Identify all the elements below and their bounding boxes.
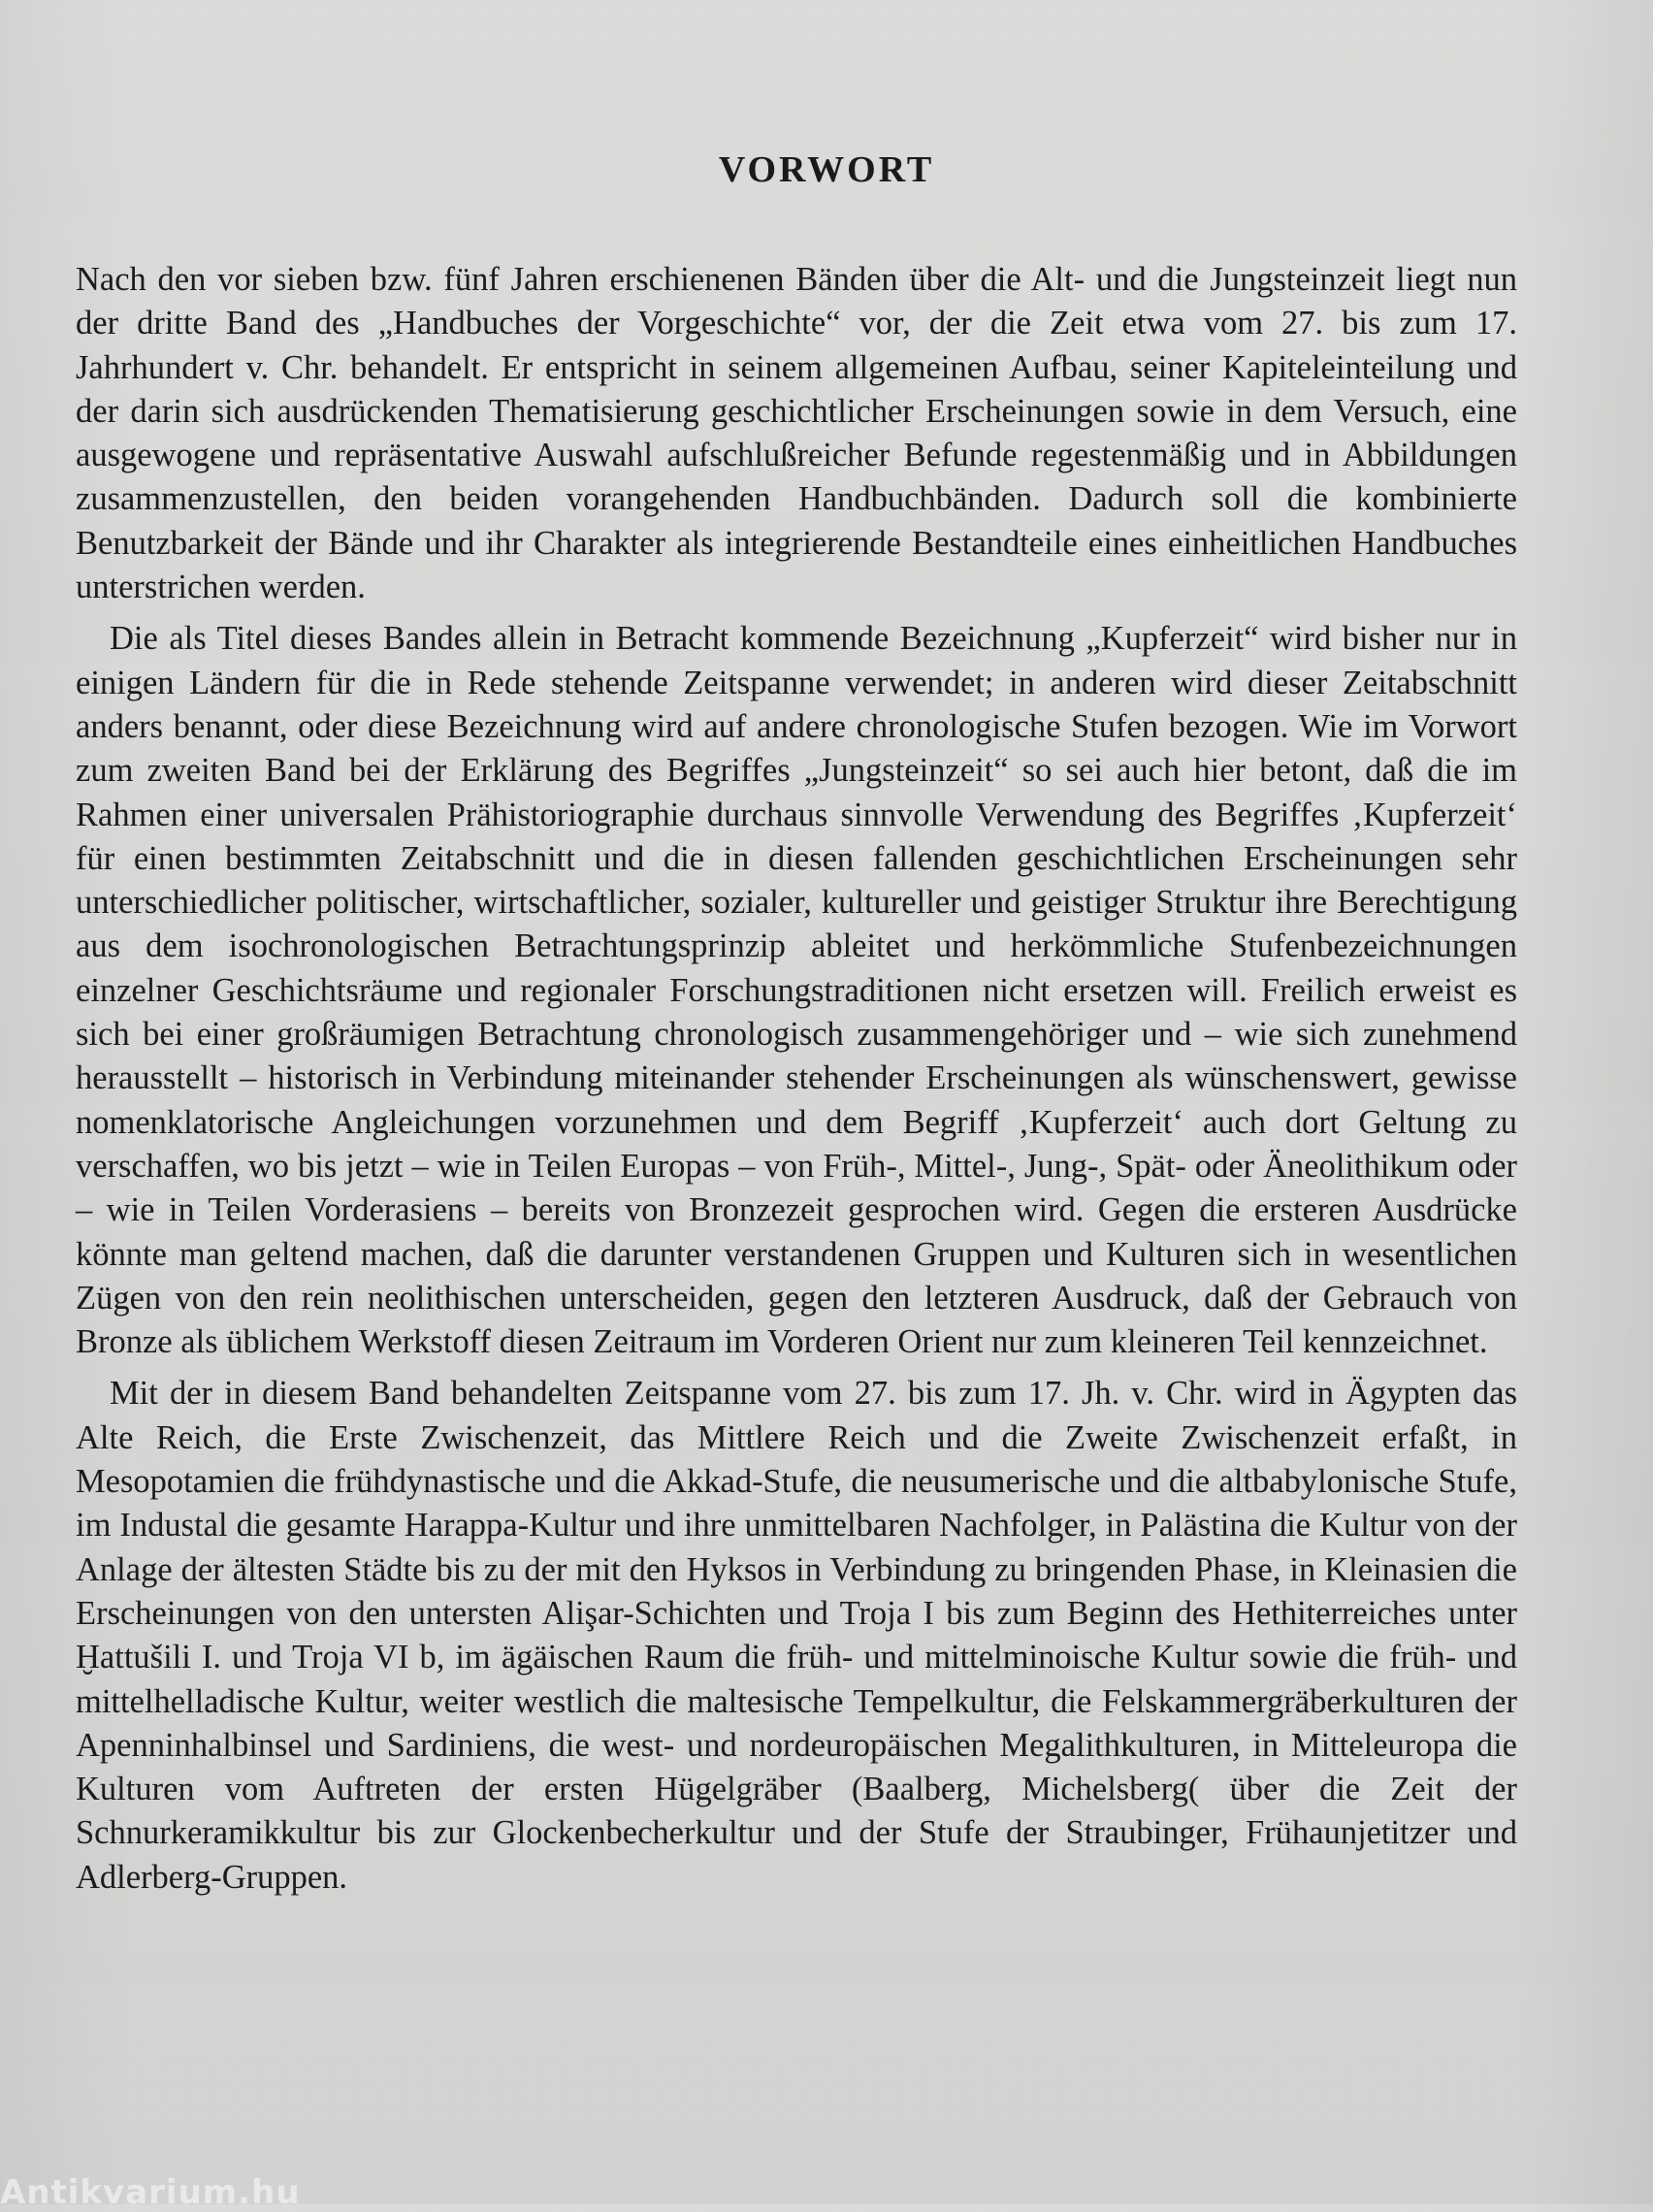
page-heading: VORWORT [718, 149, 935, 191]
paragraph-2: Die als Titel dieses Bandes allein in Betracht kommende Bezeichnung „Kupferzeit“ wird bisher nur in einigen Ländern für die in Rede stehende Zeitspanne verwendet; in anderen wird dieser Zeitabschnitt anders benannt, oder diese Bezeichnung wird auf andere chronologische Stufen bezogen. Wie im Vorwort zum zweiten Band bei der Erklärung des Begriffes „Jungsteinzeit“ so sei auch hier betont, daß die im Rahmen einer universalen Prähistoriographie durchaus sinnvolle Verwendung des Begriffes ‚Kupferzeit‘ für einen bestimmten Zeitabschnitt und die in diesen fallenden geschichtlichen Erscheinungen sehr unterschiedlicher politischer, wirtschaftlicher, sozialer, kultureller und geistiger Struktur ihre Berechtigung aus dem isochronologischen Betrachtungsprinzip ableitet und herkömmliche Stufenbezeichnungen einzelner Geschichtsräume und regionaler Forschungstraditionen nicht ersetzen will. Freilich erweist es sich bei einer großräumigen Betrachtung chronologisch zusammengehöriger und – wie sich zunehmend herausstellt – historisch in Verbindung miteinander stehender Erscheinungen als wünschenswert, gewisse nomenklatorische Angleichungen vorzunehmen und dem Begriff ‚Kupferzeit‘ auch dort Geltung zu verschaffen, wo bis jetzt – wie in Teilen Europas – von Früh-, Mittel-, Jung-, Spät- oder Äneolithikum oder – wie in Teilen Vorderasiens – bereits von Bronzezeit gesprochen wird. Gegen die ersteren Ausdrücke könnte man geltend machen, daß die darunter verstandenen Gruppen und Kulturen sich in wesentlichen Zügen von den rein neolithischen unterscheiden, gegen den letzteren Ausdruck, daß der Gebrauch von Bronze als üblichem Werkstoff diesen Zeitraum im Vorderen Orient nur zum kleineren Teil kennzeichnet. [76, 620, 1517, 1361]
watermark-logo: Antikvarium.hu [0, 2173, 301, 2212]
paragraph-1: Nach den vor sieben bzw. fünf Jahren erschienenen Bänden über die Alt- und die Jungsteinzeit liegt nun der dritte Band des „Handbuches der Vorgeschichte“ vor, der die Zeit etwa vom 27. bis zum 17. Jahrhundert v. Chr. behandelt. Er entspricht in seinem allgemeinen Aufbau, seiner Kapiteleinteilung und der darin sich ausdrückenden Thematisierung geschichtlicher Erscheinungen sowie in dem Versuch, eine ausgewogene und repräsentative Auswahl aufschlußreicher Befunde regestenmäßig und in Abbildungen zusammenzustellen, den beiden vorangehenden Handbuchbänden. Dadurch soll die kombinierte Benutzbarkeit der Bände und ihr Charakter als integrierende Bestandteile eines einheitlichen Handbuches unterstrichen werden. [76, 261, 1517, 606]
paragraph-3: Mit der in diesem Band behandelten Zeitspanne vom 27. bis zum 17. Jh. v. Chr. wird in Ägypten das Alte Reich, die Erste Zwischenzeit, das Mittlere Reich und die Zweite Zwischenzeit erfaßt, in Mesopotamien die frühdynastische und die Akkad-Stufe, die neusumerische und die altbabylonische Stufe, im Industal die gesamte Harappa-Kultur und ihre unmittelbaren Nachfolger, in Palästina die Kultur von der Anlage der ältesten Städte bis zu der mit den Hyksos in Verbindung zu bringenden Phase, in Kleinasien die Erscheinungen von den untersten Alişar-Schichten und Troja I bis zum Beginn des Hethiterreiches unter Ḫattušili I. und Troja VI b, im ägäischen Raum die früh- und mittelminoische Kultur sowie die früh- und mittelhelladische Kultur, weiter westlich die maltesische Tempelkultur, die Felskammergräberkulturen der Apenninhalbinsel und Sardiniens, die west- und nordeuropäischen Megalithkulturen, in Mitteleuropa die Kulturen vom Auftreten der ersten Hügelgräber (Baalberg, Michelsberg( über die Zeit der Schnurkeramikkultur bis zur Glockenbecherkultur und der Stufe der Straubinger, Frühaunjetitzer und Adlerberg-Gruppen. [76, 1375, 1517, 1896]
preface-body [76, 258, 1517, 1900]
